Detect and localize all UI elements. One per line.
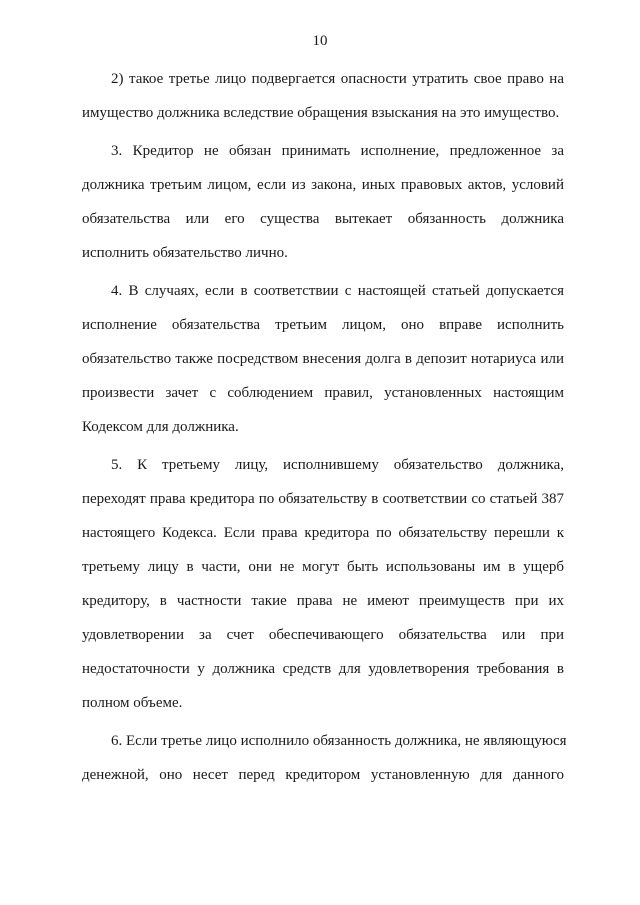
- text-line: Кодексом для должника.: [82, 419, 239, 435]
- text-line: исполнить обязательство лично.: [82, 245, 288, 261]
- text-line: обязательства или его существа вытекает обязанность должника: [82, 211, 564, 227]
- page-number: 10: [312, 33, 328, 49]
- text-line: 5. К третьему лицу, исполнившему обязательство должника,: [111, 457, 564, 473]
- text-line: обязательство также посредством внесения долга в депозит нотариуса или: [82, 351, 564, 367]
- text-line: удовлетворении за счет обеспечивающего обязательства или при: [82, 627, 564, 643]
- text-line: должника третьим лицом, если из закона, иных правовых актов, условий: [82, 177, 564, 193]
- text-line: 2) такое третье лицо подвергается опасности утратить свое право на: [111, 71, 564, 87]
- text-line: третьему лицу в части, они не могут быть использованы им в ущерб: [82, 559, 564, 575]
- text-line: 6. Если третье лицо исполнило обязанность должника, не являющуюся: [111, 733, 567, 749]
- text-line: настоящего Кодекса. Если права кредитора по обязательству перешли к: [82, 525, 564, 541]
- text-line: произвести зачет с соблюдением правил, установленных настоящим: [82, 385, 564, 401]
- text-line: кредитору, в частности такие права не имеют преимуществ при их: [82, 593, 564, 609]
- text-line: 3. Кредитор не обязан принимать исполнение, предложенное за: [111, 143, 564, 159]
- text-line: полном объеме.: [82, 695, 183, 711]
- text-line: переходят права кредитора по обязательству в соответствии со статьей 387: [82, 491, 564, 507]
- text-line: недостаточности у должника средств для удовлетворения требования в: [82, 661, 564, 677]
- text-line: денежной, оно несет перед кредитором установленную для данного: [82, 767, 564, 783]
- text-line: имущество должника вследствие обращения взыскания на это имущество.: [82, 105, 560, 121]
- text-line: исполнение обязательства третьим лицом, оно вправе исполнить: [82, 317, 564, 333]
- text-line: 4. В случаях, если в соответствии с настоящей статьей допускается: [111, 283, 564, 299]
